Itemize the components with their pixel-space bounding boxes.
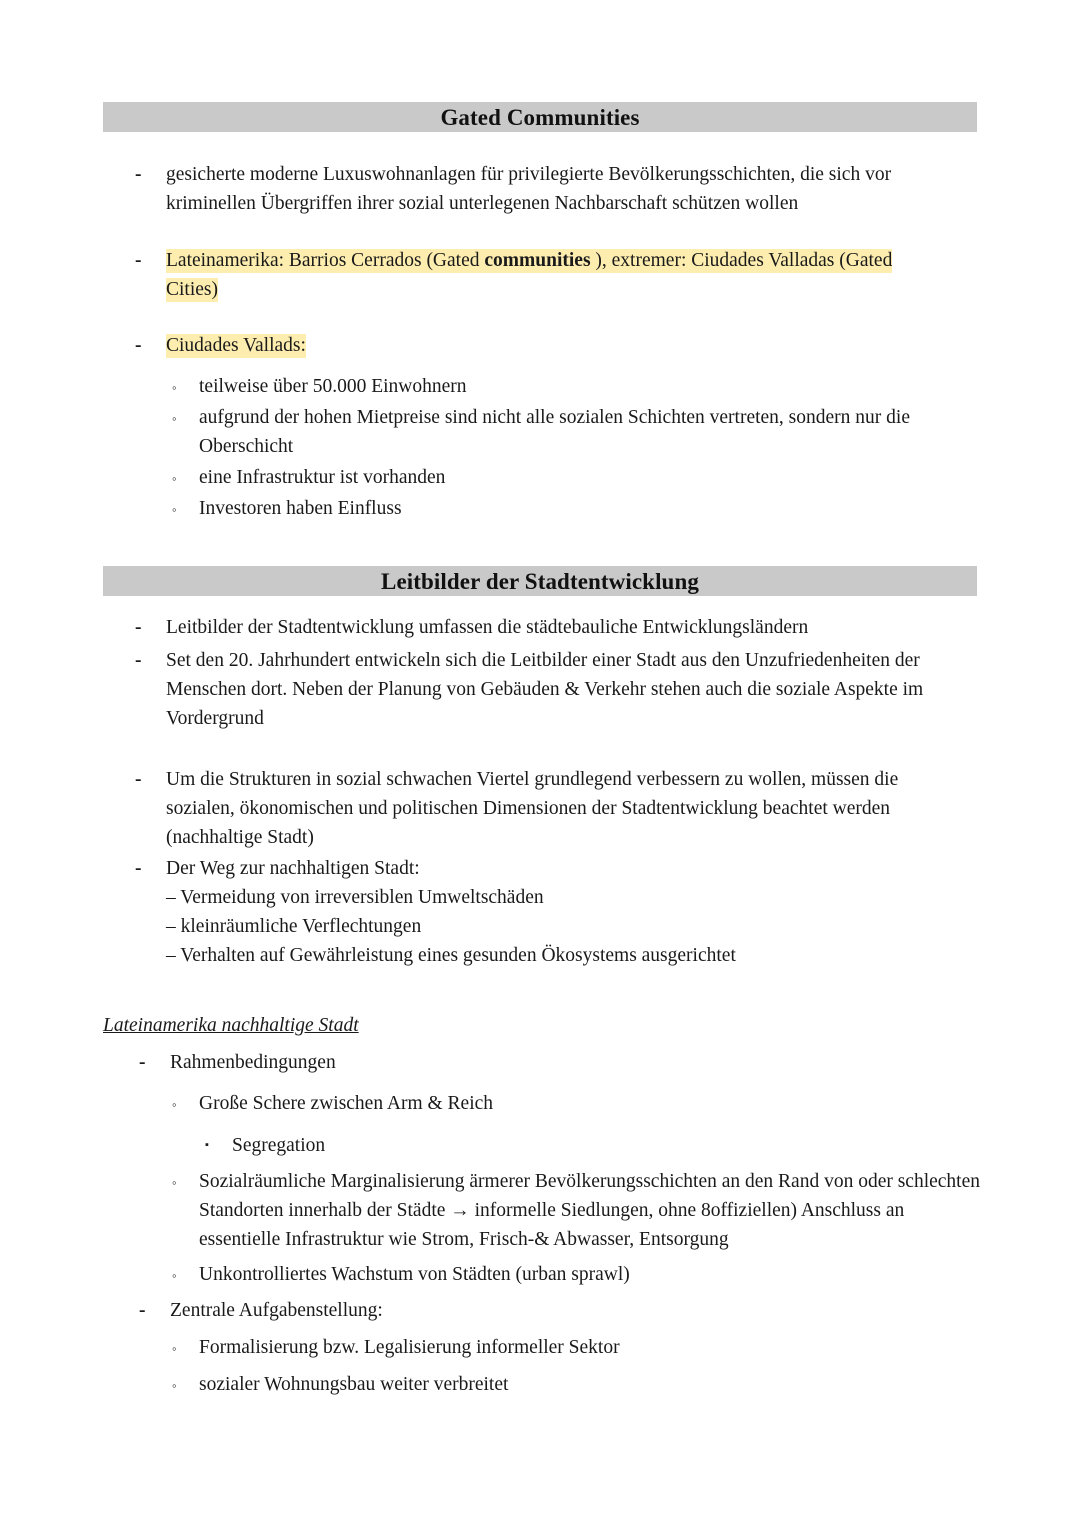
- section-heading-leitbilder: [103, 566, 977, 596]
- dash-bullet-icon: -: [135, 250, 142, 271]
- list-item-label: teilweise über 50.000 Einwohnern: [199, 376, 467, 397]
- list-item: [205, 1131, 965, 1160]
- bullet-gc-3: [135, 331, 945, 360]
- list-item-label: sozialer Wohnungsbau weiter verbreitet: [199, 1374, 509, 1395]
- circle-bullet-icon: ◦: [172, 1268, 177, 1283]
- list-item: [135, 765, 965, 852]
- bullet-la-1-sub-1: [172, 1089, 972, 1118]
- list-item: [172, 1167, 980, 1254]
- square-bullet-icon: ▪: [205, 1139, 209, 1151]
- list-item: [172, 1370, 972, 1399]
- list-item: [172, 403, 972, 461]
- list-item: [172, 1333, 972, 1362]
- bullet-la-1-sub-2: [172, 1167, 980, 1254]
- list-item-label: Rahmenbedingungen: [170, 1052, 336, 1073]
- list-item-label: Zentrale Aufgabenstellung:: [170, 1300, 383, 1321]
- bullet-gc-2: [135, 246, 945, 304]
- list-item-label: Investoren haben Einfluss: [199, 498, 402, 519]
- circle-bullet-icon: ◦: [172, 1378, 177, 1393]
- list-item: [172, 1260, 972, 1289]
- bullet-lb-1: [135, 613, 965, 642]
- list-item: [172, 463, 972, 492]
- text-run-1: Lateinamerika: Barrios Cerrados (Gated: [166, 250, 485, 271]
- list-item-label: Segregation: [232, 1135, 326, 1156]
- bullet-la-1-sub-1-sub-1: [205, 1131, 965, 1160]
- sublist-gc: [172, 372, 972, 523]
- bullet-lb-3: [135, 765, 965, 852]
- list-item-label: Set den 20. Jahrhundert entwickeln sich die Leitbilder einer Stadt aus den Unzufriedenheiten der Menschen dort. Neben der Planung von Gebäuden & Verkehr stehen auch die soziale Aspekte im Vordergrund: [166, 650, 924, 729]
- list-item-label: gesicherte moderne Luxuswohnanlagen für privilegierte Bevölkerungsschichten, die sich vor kriminellen Übergriffen ihrer sozial unterlegenen Nachbarschaft schützen wollen: [166, 164, 892, 214]
- list-item: [135, 646, 975, 733]
- dash-bullet-icon: -: [139, 1300, 146, 1321]
- bullet-lb-2: [135, 646, 975, 733]
- list-item: [172, 1089, 972, 1118]
- circle-bullet-icon: ◦: [172, 1097, 177, 1112]
- list-item: [135, 160, 945, 218]
- bullet-gc-1: [135, 160, 945, 218]
- dash-bullet-icon: -: [139, 1052, 146, 1073]
- list-item: [135, 331, 945, 360]
- dash-bullet-icon: -: [135, 769, 142, 790]
- bullet-la-1-sub-3: [172, 1260, 972, 1289]
- bullet-la-2-sub-1: [172, 1333, 972, 1362]
- dash-line-1: – Vermeidung von irreversiblen Umweltschäden: [166, 887, 544, 908]
- list-item-label: Formalisierung bzw. Legalisierung informeller Sektor: [199, 1337, 620, 1358]
- list-item: [172, 372, 972, 401]
- circle-bullet-icon: ◦: [172, 380, 177, 395]
- sublist-heading: Der Weg zur nachhaltigen Stadt:: [166, 858, 420, 879]
- section-title-text: Gated Communities: [440, 104, 640, 130]
- dash-bullet-icon: -: [135, 617, 142, 638]
- list-item-label: [166, 331, 945, 360]
- text-run-bold: communities: [484, 250, 591, 271]
- list-item: [172, 494, 972, 523]
- list-item: [135, 613, 965, 642]
- circle-bullet-icon: ◦: [172, 1341, 177, 1356]
- dash-bullet-icon: -: [135, 164, 142, 185]
- list-item-label: eine Infrastruktur ist vorhanden: [199, 467, 446, 488]
- circle-bullet-icon: ◦: [172, 471, 177, 486]
- dash-bullet-icon: -: [135, 858, 142, 879]
- list-item: [135, 246, 945, 304]
- list-item: [135, 854, 965, 970]
- highlighted-text: [166, 249, 892, 302]
- bullet-la-2: [139, 1296, 969, 1325]
- dash-bullet-icon: -: [135, 650, 142, 671]
- list-item-label: aufgrund der hohen Mietpreise sind nicht alle sozialen Schichten vertreten, sondern nur die Oberschicht: [199, 407, 910, 457]
- circle-bullet-icon: ◦: [172, 1175, 177, 1190]
- text-run-2: ), extremer: Ciudades Valladas (Gated Cities): [166, 250, 893, 300]
- circle-bullet-icon: ◦: [172, 411, 177, 426]
- list-item-label: Leitbilder der Stadtentwicklung umfassen die städtebauliche Entwicklungsländern: [166, 617, 809, 638]
- bullet-la-2-sub-2: [172, 1370, 972, 1399]
- bullet-la-1: [139, 1048, 969, 1077]
- bullet-lb-4: [135, 854, 965, 970]
- list-item-label: Sozialräumliche Marginalisierung ärmerer Bevölkerungsschichten an den Rand von oder schlechten Standorten innerhalb der Städte → informelle Siedlungen, ohne 8offiziellen) Anschluss an essentielle Infrastruktur wie Strom, Frisch-& Abwasser, Entsorgung: [199, 1171, 981, 1250]
- list-item-label: Große Schere zwischen Arm & Reich: [199, 1093, 494, 1114]
- dash-bullet-icon: -: [135, 335, 142, 356]
- section-heading-gated-communities: [103, 102, 977, 132]
- dash-line-3: – Verhalten auf Gewährleistung eines gesunden Ökosystems ausgerichtet: [166, 945, 736, 966]
- highlighted-text: Ciudades Vallads:: [166, 335, 306, 356]
- list-item-label: [166, 246, 945, 304]
- subsection-heading-lateinamerika: [103, 1013, 703, 1039]
- list-item: [139, 1048, 969, 1077]
- list-item-label: [166, 854, 965, 970]
- list-item-label: Um die Strukturen in sozial schwachen Viertel grundlegend verbessern zu wollen, müssen die sozialen, ökonomischen und politischen Dimensionen der Stadtentwicklung beachtet werden (nachhaltige Stadt): [166, 769, 899, 848]
- list-item-label: Unkontrolliertes Wachstum von Städten (urban sprawl): [199, 1264, 630, 1285]
- list-item: [139, 1296, 969, 1325]
- circle-bullet-icon: ◦: [172, 502, 177, 517]
- section-title-text: Leitbilder der Stadtentwicklung: [381, 568, 699, 594]
- subsection-heading-text: Lateinamerika nachhaltige Stadt: [103, 1015, 359, 1036]
- dash-line-2: – kleinräumliche Verflechtungen: [166, 916, 422, 937]
